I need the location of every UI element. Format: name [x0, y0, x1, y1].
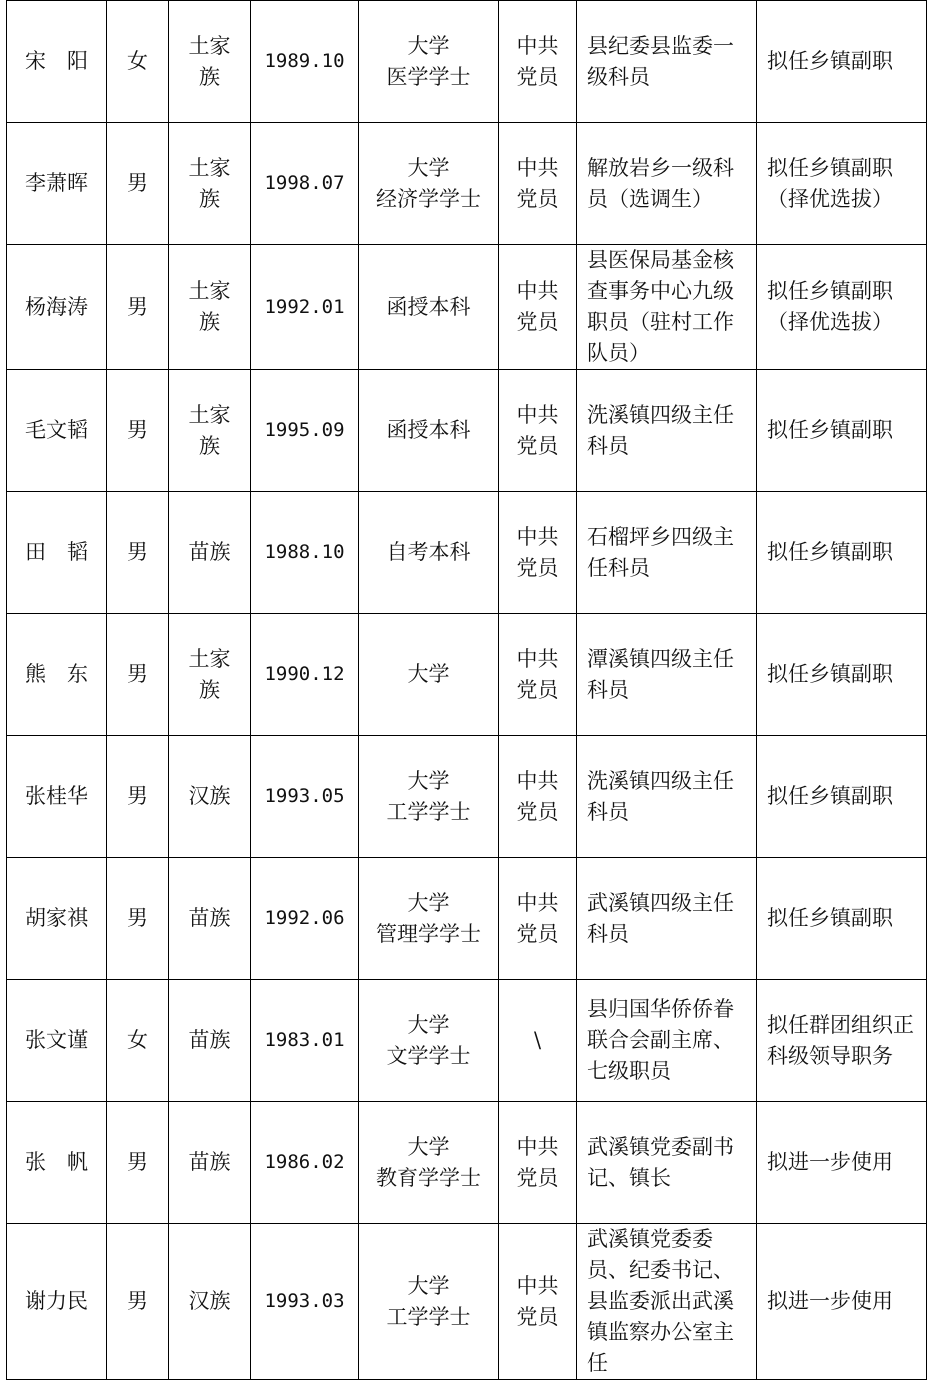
proposed-position-cell: 拟任乡镇副职（择优选拔） [757, 123, 927, 245]
gender-cell: 男 [107, 370, 169, 492]
education-line: 自考本科 [386, 540, 471, 564]
ethnicity-cell: 汉族 [169, 736, 251, 858]
birth-date-cell: 1986.02 [251, 1102, 359, 1224]
name-cell: 胡家祺 [7, 858, 107, 980]
gender-cell: 男 [107, 245, 169, 370]
proposed-position-cell: 拟任乡镇副职 [757, 370, 927, 492]
ethnicity-cell: 苗族 [169, 980, 251, 1102]
current-position-cell: 解放岩乡一级科员（选调生） [577, 123, 757, 245]
education-cell [359, 123, 499, 245]
gender-cell: 男 [107, 1224, 169, 1380]
education-line: 大学 [407, 768, 450, 793]
education-cell [359, 1224, 499, 1380]
gender-cell: 女 [107, 1, 169, 123]
education-cell [359, 614, 499, 736]
roster-document [6, 0, 927, 1380]
current-position-cell: 洗溪镇四级主任科员 [577, 736, 757, 858]
proposed-position-cell: 拟任乡镇副职（择优选拔） [757, 245, 927, 370]
education-line: 大学 [407, 33, 450, 58]
gender-cell: 男 [107, 614, 169, 736]
birth-date-cell: 1983.01 [251, 980, 359, 1102]
name-cell: 张 帆 [7, 1102, 107, 1224]
table-row [7, 614, 927, 736]
proposed-position-cell: 拟任群团组织正科级领导职务 [757, 980, 927, 1102]
name-cell: 谢力民 [7, 1224, 107, 1380]
table-row [7, 492, 927, 614]
education-line: 大学 [407, 1012, 450, 1037]
gender-cell: 男 [107, 736, 169, 858]
party-cell: 中共党员 [499, 1, 577, 123]
education-cell [359, 245, 499, 370]
party-cell: 中共党员 [499, 858, 577, 980]
name-cell: 田 韬 [7, 492, 107, 614]
table-row [7, 1102, 927, 1224]
ethnicity-cell: 苗族 [169, 1102, 251, 1224]
current-position-cell: 潭溪镇四级主任科员 [577, 614, 757, 736]
party-cell: 中共党员 [499, 736, 577, 858]
proposed-position-cell: 拟任乡镇副职 [757, 492, 927, 614]
proposed-position-cell: 拟进一步使用 [757, 1102, 927, 1224]
education-line: 大学 [407, 1273, 450, 1298]
gender-cell: 男 [107, 123, 169, 245]
birth-date-cell: 1995.09 [251, 370, 359, 492]
current-position-cell: 武溪镇四级主任科员 [577, 858, 757, 980]
table-row [7, 1224, 927, 1380]
ethnicity-cell: 土家族 [169, 123, 251, 245]
party-cell: \ [499, 980, 577, 1102]
birth-date-cell: 1989.10 [251, 1, 359, 123]
gender-cell: 女 [107, 980, 169, 1102]
party-cell: 中共党员 [499, 492, 577, 614]
birth-date-cell: 1993.03 [251, 1224, 359, 1380]
table-row [7, 245, 927, 370]
education-line: 函授本科 [386, 418, 471, 442]
birth-date-cell: 1990.12 [251, 614, 359, 736]
party-cell: 中共党员 [499, 1224, 577, 1380]
proposed-position-cell: 拟任乡镇副职 [757, 858, 927, 980]
education-line: 大学 [407, 155, 450, 180]
current-position-cell: 县纪委县监委一级科员 [577, 1, 757, 123]
education-line: 工学学士 [386, 1304, 471, 1329]
current-position-cell: 洗溪镇四级主任科员 [577, 370, 757, 492]
education-cell [359, 370, 499, 492]
table-body [7, 1, 927, 1380]
name-cell: 杨海涛 [7, 245, 107, 370]
education-line: 大学 [407, 662, 450, 686]
proposed-position-cell: 拟进一步使用 [757, 1224, 927, 1380]
proposed-position-cell: 拟任乡镇副职 [757, 614, 927, 736]
ethnicity-cell: 汉族 [169, 1224, 251, 1380]
gender-cell: 男 [107, 492, 169, 614]
gender-cell: 男 [107, 1102, 169, 1224]
name-cell: 李萧晖 [7, 123, 107, 245]
current-position-cell: 县归国华侨侨眷联合会副主席、七级职员 [577, 980, 757, 1102]
education-cell [359, 492, 499, 614]
education-line: 工学学士 [386, 799, 471, 824]
education-line: 函授本科 [386, 294, 471, 319]
education-cell [359, 1102, 499, 1224]
current-position-cell: 石榴坪乡四级主任科员 [577, 492, 757, 614]
ethnicity-cell: 苗族 [169, 492, 251, 614]
name-cell: 张桂华 [7, 736, 107, 858]
ethnicity-cell: 苗族 [169, 858, 251, 980]
ethnicity-cell: 土家族 [169, 614, 251, 736]
education-line: 管理学学士 [376, 921, 481, 946]
education-cell [359, 858, 499, 980]
gender-cell: 男 [107, 858, 169, 980]
name-cell: 张文谨 [7, 980, 107, 1102]
table-row [7, 123, 927, 245]
birth-date-cell: 1992.01 [251, 245, 359, 370]
education-line: 文学学士 [386, 1043, 471, 1068]
education-line: 教育学学士 [376, 1165, 481, 1190]
education-cell [359, 980, 499, 1102]
table-row [7, 1, 927, 123]
education-line: 医学学士 [386, 64, 471, 89]
birth-date-cell: 1998.07 [251, 123, 359, 245]
proposed-position-cell: 拟任乡镇副职 [757, 1, 927, 123]
birth-date-cell: 1988.10 [251, 492, 359, 614]
education-line: 大学 [407, 1134, 450, 1159]
name-cell: 宋 阳 [7, 1, 107, 123]
current-position-cell: 武溪镇党委副书记、镇长 [577, 1102, 757, 1224]
birth-date-cell: 1992.06 [251, 858, 359, 980]
education-cell [359, 736, 499, 858]
proposed-position-cell: 拟任乡镇副职 [757, 736, 927, 858]
current-position-cell: 武溪镇党委委员、纪委书记、县监委派出武溪镇监察办公室主任 [577, 1224, 757, 1380]
table-row [7, 980, 927, 1102]
name-cell: 毛文韬 [7, 370, 107, 492]
table-row [7, 370, 927, 492]
education-cell [359, 1, 499, 123]
party-cell: 中共党员 [499, 614, 577, 736]
party-cell: 中共党员 [499, 370, 577, 492]
education-line: 大学 [407, 890, 450, 915]
education-line: 经济学学士 [376, 186, 481, 211]
ethnicity-cell: 土家族 [169, 245, 251, 370]
party-cell: 中共党员 [499, 245, 577, 370]
party-cell: 中共党员 [499, 123, 577, 245]
table-row [7, 736, 927, 858]
party-cell: 中共党员 [499, 1102, 577, 1224]
ethnicity-cell: 土家族 [169, 370, 251, 492]
birth-date-cell: 1993.05 [251, 736, 359, 858]
table-row [7, 858, 927, 980]
name-cell: 熊 东 [7, 614, 107, 736]
ethnicity-cell: 土家族 [169, 1, 251, 123]
candidate-table [6, 0, 927, 1380]
current-position-cell: 县医保局基金核查事务中心九级职员（驻村工作队员） [577, 245, 757, 370]
